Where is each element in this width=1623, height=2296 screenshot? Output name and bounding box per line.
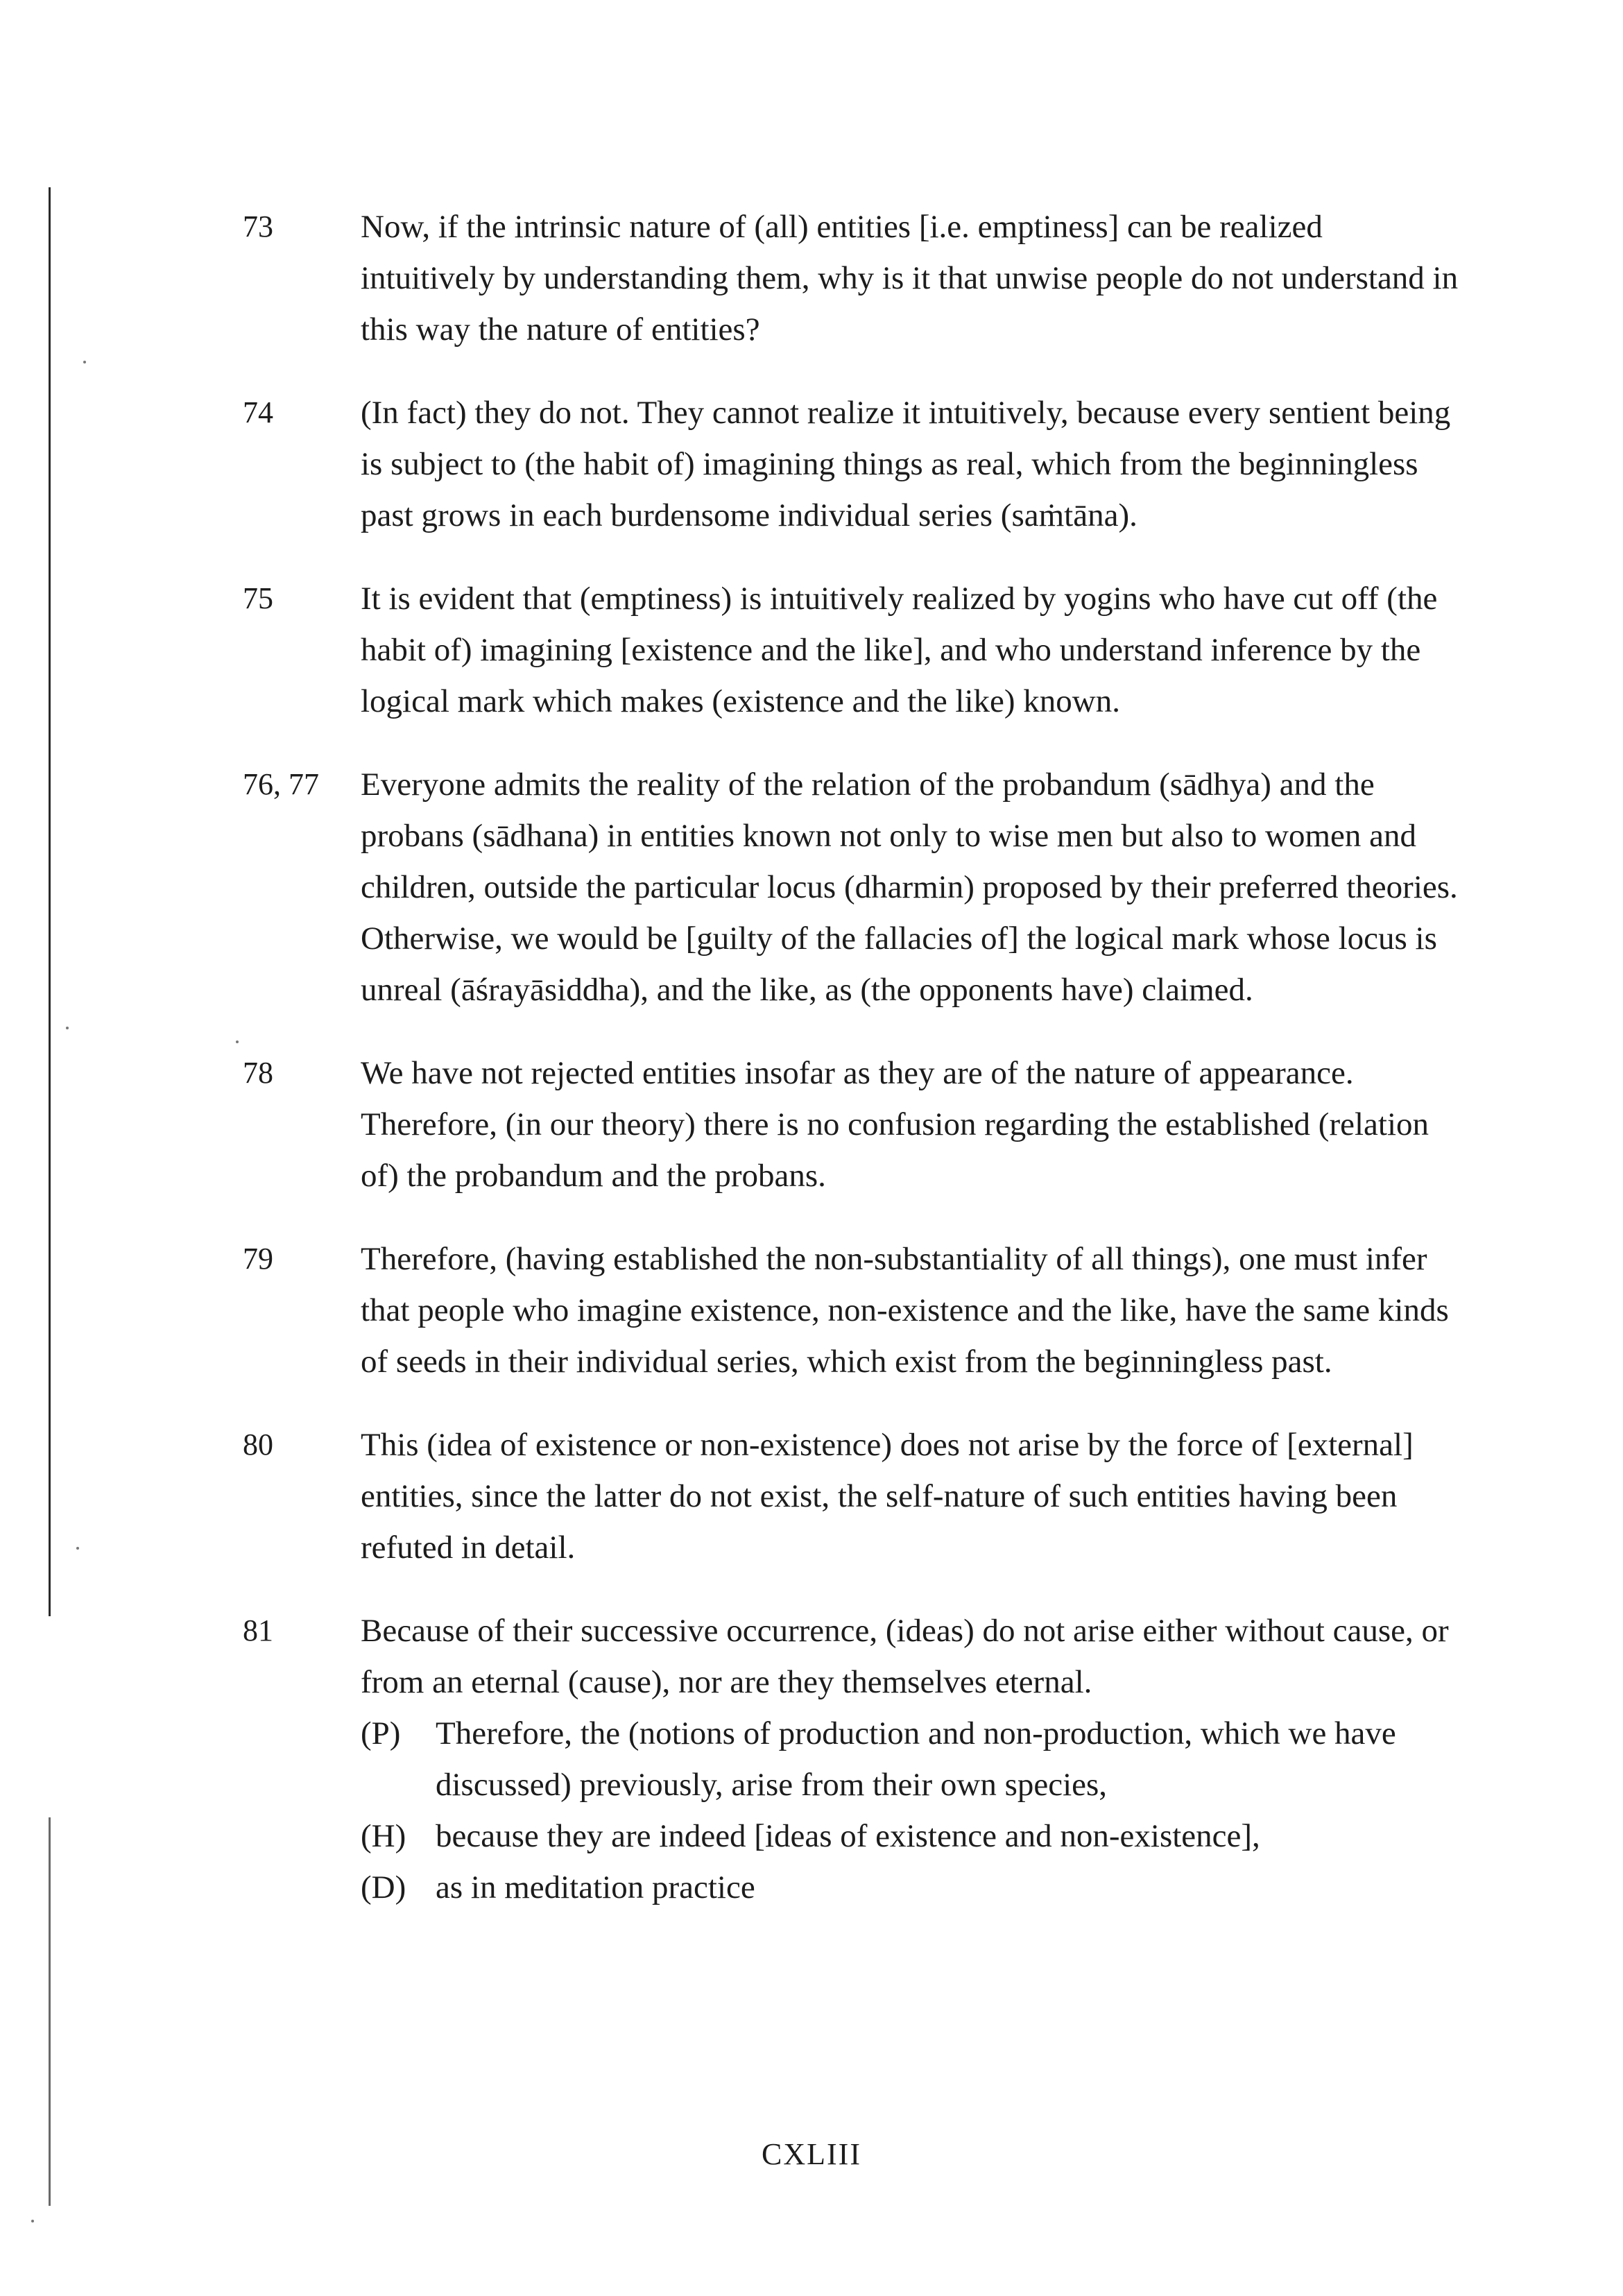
verse-entry [243, 759, 1463, 1016]
verse-entry [243, 387, 1463, 541]
verse-text: We have not rejected entities insofar as they are of the nature of appearance. Therefore, (in our theory) there is no confusion regarding the established (relation of) the probandum and the probans. [361, 1055, 1429, 1194]
scan-speck [76, 1547, 79, 1550]
syllogism-text: Therefore, the (notions of production and non-production, which we have discussed) previously, arise from their own species, [436, 1715, 1396, 1803]
verse-number: 75 [243, 581, 273, 615]
verse-entry [243, 1047, 1463, 1201]
verse-number: 79 [243, 1242, 273, 1276]
verse-entry [243, 1419, 1463, 1573]
scan-speck [83, 361, 86, 363]
scan-speck [66, 1027, 69, 1029]
verse-text: Because of their successive occurrence, (ideas) do not arise either without cause, or from an eternal (cause), nor are they themselves eternal. [361, 1613, 1449, 1700]
verse-number: 78 [243, 1056, 273, 1090]
verse-number: 81 [243, 1613, 273, 1647]
verse-text: Otherwise, we would be [guilty of the fallacies of] the logical mark whose locus is unreal (āśrayāsiddha), and the like, as (the opponents have) claimed. [361, 920, 1437, 1008]
verse-text: This (idea of existence or non-existence) does not arise by the force of [external] entities, since the latter do not exist, the self-nature of such entities having been refuted in detail. [361, 1427, 1414, 1566]
syllogism-label: (H) [361, 1818, 406, 1854]
scan-speck [236, 1040, 239, 1043]
syllogism-label: (P) [361, 1715, 401, 1751]
binding-edge-line [49, 187, 51, 1616]
syllogism-member [361, 1708, 1463, 1810]
page-number: CXLIII [762, 2137, 861, 2171]
verse-entry [243, 1233, 1463, 1387]
verse-text: Now, if the intrinsic nature of (all) entities [i.e. emptiness] can be realized intuitively by understanding them, why is it that unwise people do not understand in this way the nature of entities? [361, 209, 1459, 348]
syllogism-text: because they are indeed [ideas of existence and non-existence], [436, 1818, 1260, 1854]
verse-text: Everyone admits the reality of the relation of the probandum (sādhya) and the probans (sādhana) in entities known not only to wise men but also to women and children, outside the particular locus (dharmin) proposed by their preferred theories. [361, 766, 1458, 905]
syllogism-label: (D) [361, 1869, 406, 1905]
scan-speck [31, 2220, 34, 2222]
syllogism-member [361, 1862, 1463, 1913]
verse-entry [243, 573, 1463, 727]
verse-number: 74 [243, 395, 273, 429]
verse-number: 73 [243, 209, 273, 243]
verse-entry [243, 1605, 1463, 1913]
syllogism-member [361, 1810, 1463, 1862]
verse-text: It is evident that (emptiness) is intuitively realized by yogins who have cut off (the habit of) imagining [existence and the like], and who understand inference by the logical mark which makes (existence and the like) known. [361, 581, 1438, 719]
text-body [243, 201, 1463, 1945]
verse-number: 80 [243, 1428, 273, 1462]
syllogism-text: as in meditation practice [436, 1869, 755, 1905]
verse-text: (In fact) they do not. They cannot realize it intuitively, because every sentient being is subject to (the habit of) imagining things as real, which from the beginningless past grows in each burdensome individual series (saṁtāna). [361, 395, 1451, 533]
verse-entry [243, 201, 1463, 355]
verse-number: 76, 77 [243, 767, 319, 801]
verse-text: Therefore, (having established the non-substantiality of all things), one must infer that people who imagine existence, non-existence and the like, have the same kinds of seeds in their individual series, which exist from the beginningless past. [361, 1241, 1449, 1380]
